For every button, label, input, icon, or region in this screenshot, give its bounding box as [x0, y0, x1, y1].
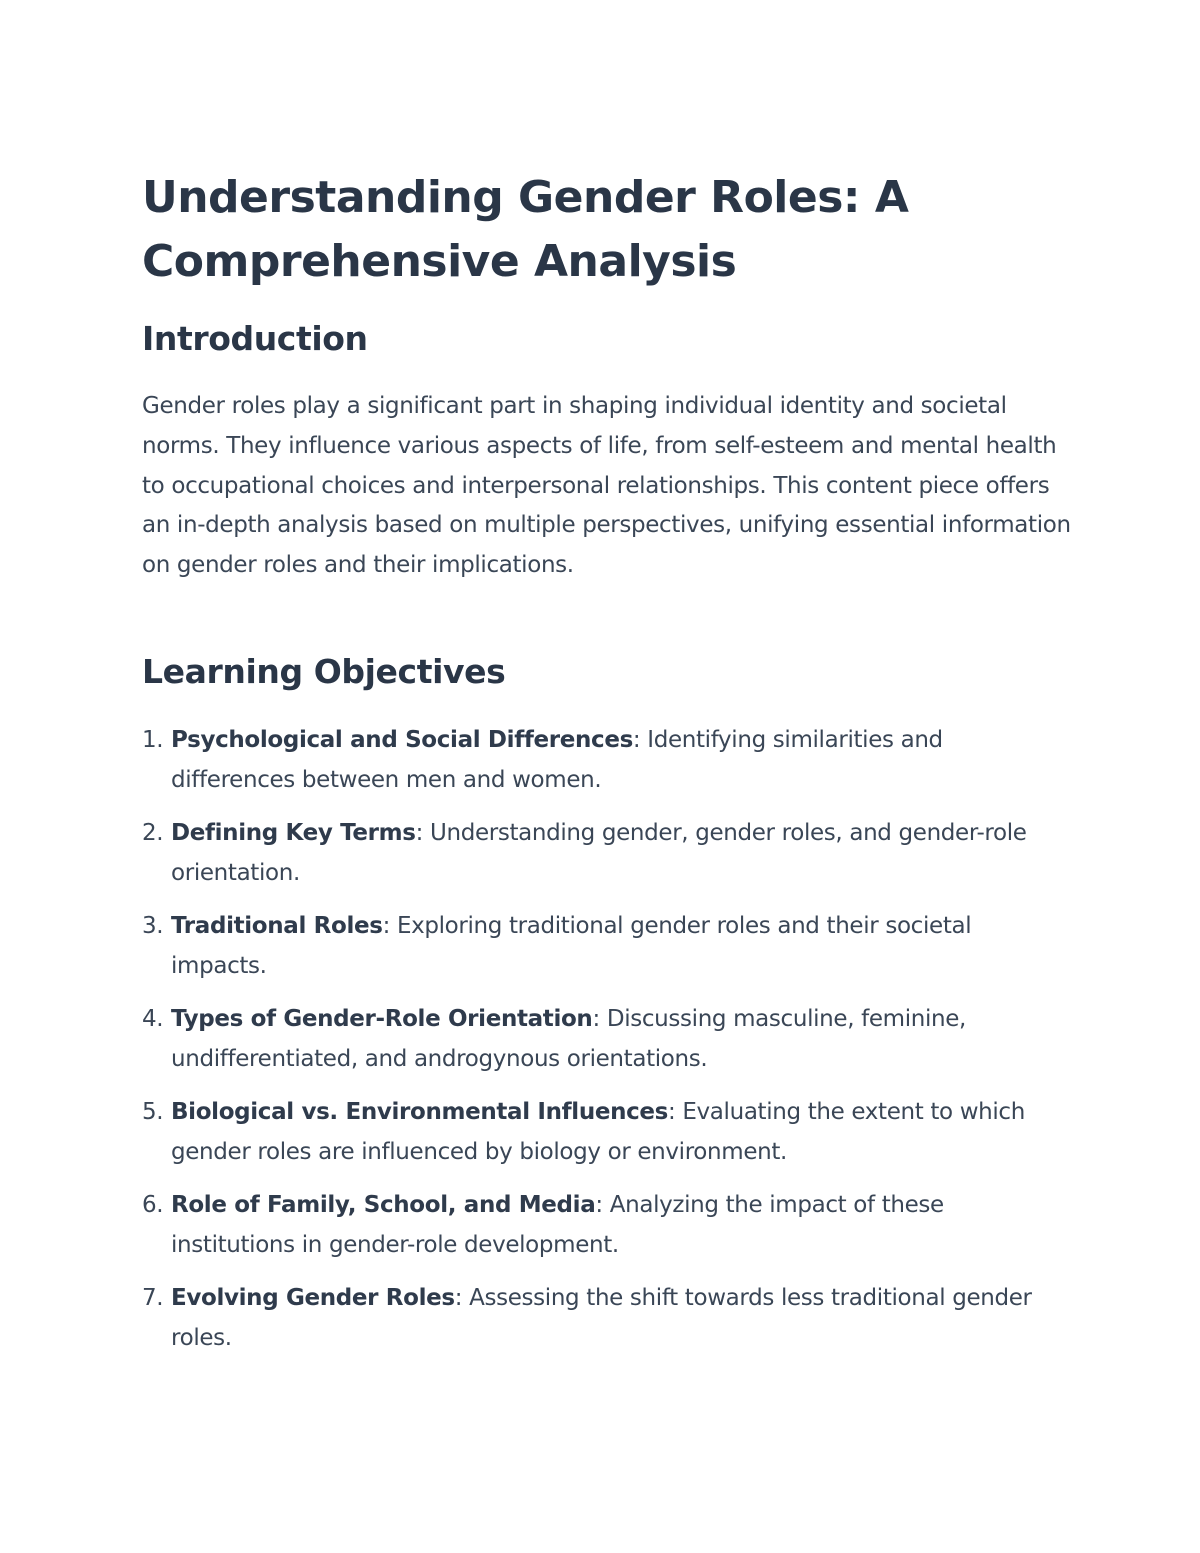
introduction-paragraph: Gender roles play a significant part in shaping individual identity and societal norms. They influence various aspects of life, from self-esteem and mental health to occupational choices and interpersonal relationships. This content piece offers an in-depth analysis based on multiple perspectives, unifying essential information on gender roles and their implications.: [142, 393, 1071, 579]
objective-description: : Analyzing the impact of these institutions in gender-role development.: [171, 1192, 944, 1258]
objective-term: Psychological and Social Differences: [171, 727, 633, 753]
objective-description: : Evaluating the extent to which gender roles are influenced by biology or environment.: [171, 1099, 1025, 1165]
learning-objectives-list: [142, 720, 1072, 1371]
objective-term: Traditional Roles: [171, 913, 383, 939]
objective-number: 7.: [142, 1285, 164, 1311]
objective-description: : Assessing the shift towards less traditional gender roles.: [171, 1285, 1032, 1351]
objective-term: Types of Gender-Role Orientation: [171, 1006, 593, 1032]
objective-term: Defining Key Terms: [171, 820, 416, 846]
objective-term: Biological vs. Environmental Influences: [171, 1099, 668, 1125]
objective-item: [142, 1092, 1072, 1172]
objective-term: Evolving Gender Roles: [171, 1285, 455, 1311]
objective-item: [142, 720, 1072, 800]
objective-number: 6.: [142, 1192, 164, 1218]
objective-item: [142, 1278, 1072, 1358]
introduction-heading: Introduction: [142, 319, 368, 358]
objective-number: 3.: [142, 913, 164, 939]
objective-description: : Discussing masculine, feminine, undifferentiated, and androgynous orientations.: [171, 1006, 967, 1072]
learning-objectives-heading: Learning Objectives: [142, 652, 506, 691]
objective-item: [142, 813, 1072, 893]
objective-term: Role of Family, School, and Media: [171, 1192, 596, 1218]
objective-number: 4.: [142, 1006, 164, 1032]
document-title: Understanding Gender Roles: A Comprehensive Analysis: [142, 172, 909, 287]
objective-number: 1.: [142, 727, 164, 753]
objective-description: : Identifying similarities and differences between men and women.: [171, 727, 943, 793]
objective-item: [142, 999, 1072, 1079]
objective-item: [142, 906, 1072, 986]
objective-number: 5.: [142, 1099, 164, 1125]
objective-item: [142, 1185, 1072, 1265]
objective-number: 2.: [142, 820, 164, 846]
objective-description: : Exploring traditional gender roles and their societal impacts.: [171, 913, 972, 979]
objective-description: : Understanding gender, gender roles, and gender-role orientation.: [171, 820, 1027, 886]
